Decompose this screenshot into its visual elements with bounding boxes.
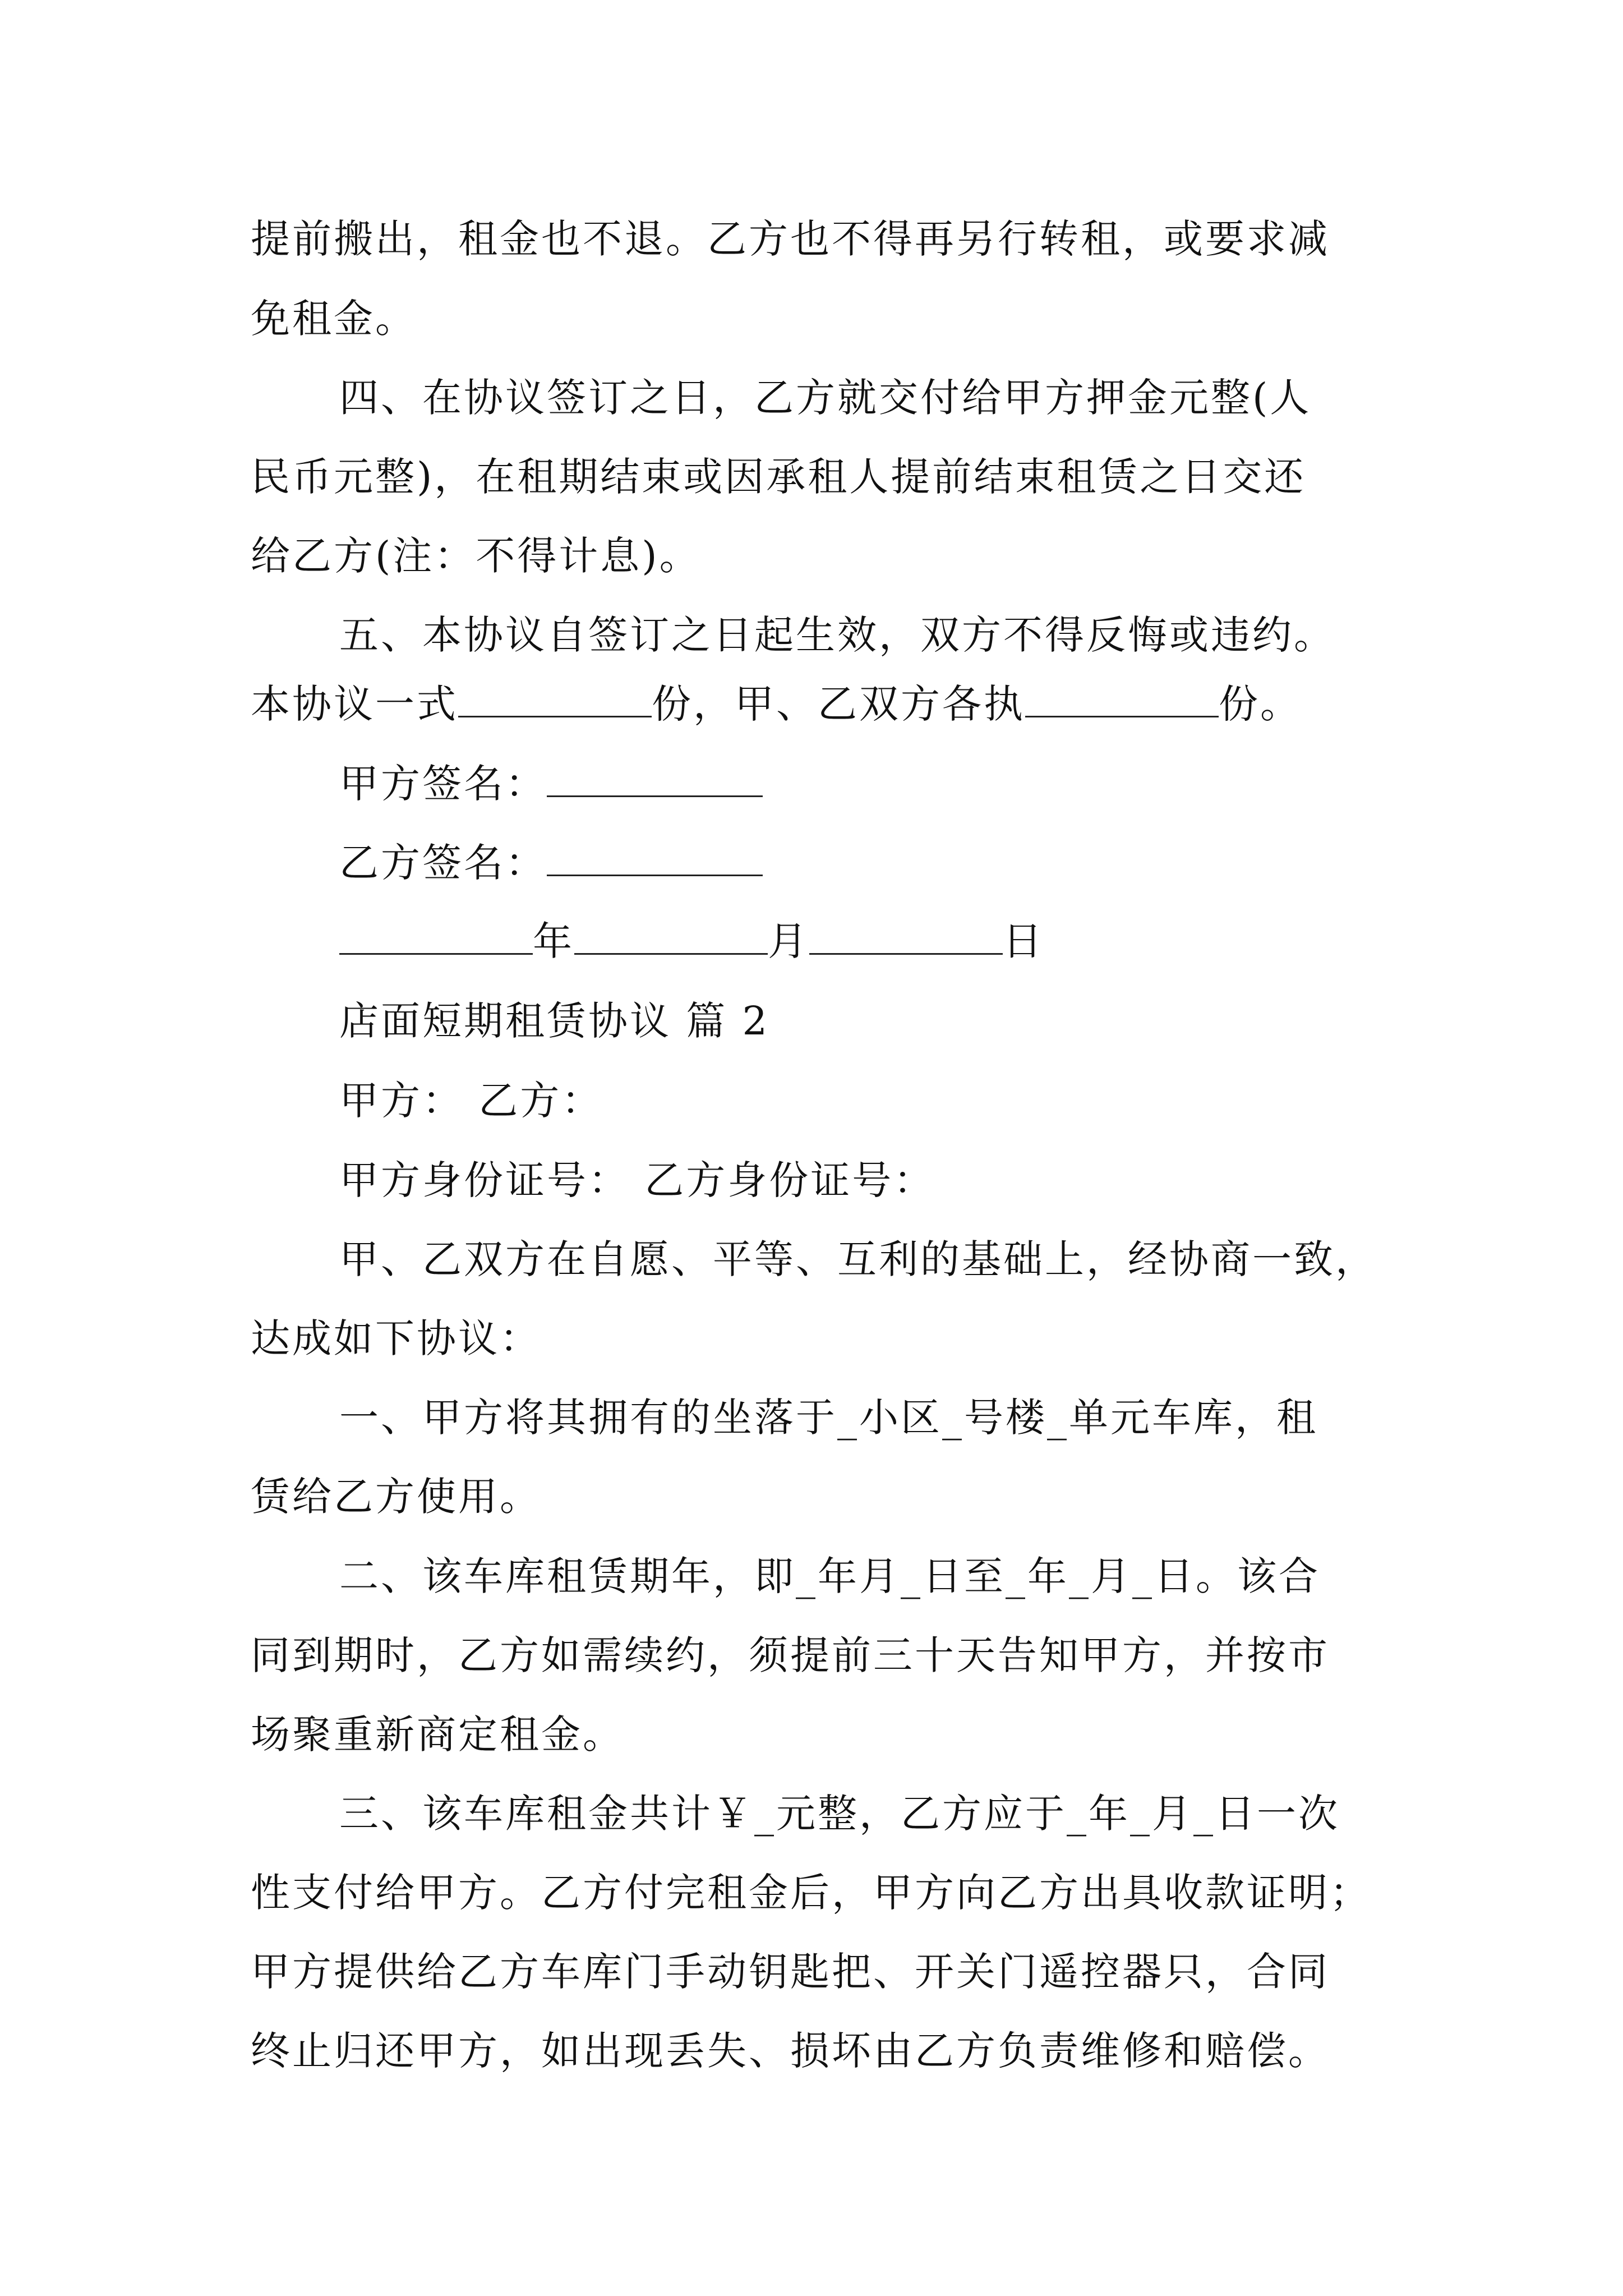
party-b-signature-line xyxy=(339,836,763,890)
clause-five-line: 五、本协议自签订之日起生效，双方不得反悔或违约。 xyxy=(339,612,1335,658)
copies-text-a: 本协议一式 xyxy=(251,681,458,727)
clause-three-line: 三、该车库租金共计￥_元整，乙方应于_年_月_日一次 xyxy=(339,1791,1340,1837)
day-blank xyxy=(809,918,1003,955)
section-title: 店面短期租赁协议 篇 2 xyxy=(339,998,770,1044)
month-blank xyxy=(574,918,768,955)
copies-text-b: 份，甲、乙双方各执 xyxy=(652,681,1025,727)
paragraph-line: 性支付给甲方。乙方付完租金后，甲方向乙方出具收款证明； xyxy=(251,1870,1371,1916)
paragraph-line: 达成如下协议： xyxy=(251,1315,541,1361)
date-line xyxy=(339,914,1044,968)
party-b-signature-blank xyxy=(547,840,763,876)
copies-text-c: 份。 xyxy=(1219,681,1302,727)
paragraph-line: 赁给乙方使用。 xyxy=(251,1474,541,1520)
party-a-signature-label: 甲方签名： xyxy=(339,761,547,807)
clause-one-line: 一、甲方将其拥有的坐落于_小区_号楼_单元车库，租 xyxy=(339,1395,1318,1441)
day-label: 日 xyxy=(1003,918,1044,964)
year-blank xyxy=(339,918,533,955)
parties-line: 甲方： 乙方： xyxy=(339,1078,603,1124)
clause-two-line: 二、该车库租赁期年，即_年月_日至_年_月_日。该合 xyxy=(339,1553,1320,1599)
paragraph-line: 甲方提供给乙方车库门手动钥匙把、开关门遥控器只，合同 xyxy=(251,1949,1330,1995)
paragraph-line: 给乙方(注：不得计息)。 xyxy=(251,533,701,579)
paragraph-line: 同到期时，乙方如需续约，须提前三十天告知甲方，并按市 xyxy=(251,1632,1330,1678)
party-a-signature-blank xyxy=(547,761,763,797)
party-b-signature-label: 乙方签名： xyxy=(339,840,547,886)
month-label: 月 xyxy=(768,918,809,964)
copies-total-blank xyxy=(458,681,652,717)
intro-line: 甲、乙双方在自愿、平等、互利的基础上，经协商一致， xyxy=(339,1236,1377,1282)
id-number-line: 甲方身份证号： 乙方身份证号： xyxy=(339,1157,935,1203)
paragraph-line: 民币元整)，在租期结束或因承租人提前结束租赁之日交还 xyxy=(251,454,1306,500)
party-a-signature-line xyxy=(339,757,763,811)
paragraph-line: 终止归还甲方，如出现丢失、损坏由乙方负责维修和赔偿。 xyxy=(251,2028,1330,2074)
clause-four-line: 四、在协议签订之日，乙方就交付给甲方押金元整(人 xyxy=(339,375,1312,421)
paragraph-line: 场聚重新商定租金。 xyxy=(251,1711,624,1757)
paragraph-line: 免租金。 xyxy=(251,296,417,342)
copies-each-blank xyxy=(1025,681,1219,717)
copies-line xyxy=(251,677,1302,731)
year-label: 年 xyxy=(533,918,574,964)
paragraph-line: 提前搬出，租金也不退。乙方也不得再另行转租，或要求减 xyxy=(251,216,1330,262)
